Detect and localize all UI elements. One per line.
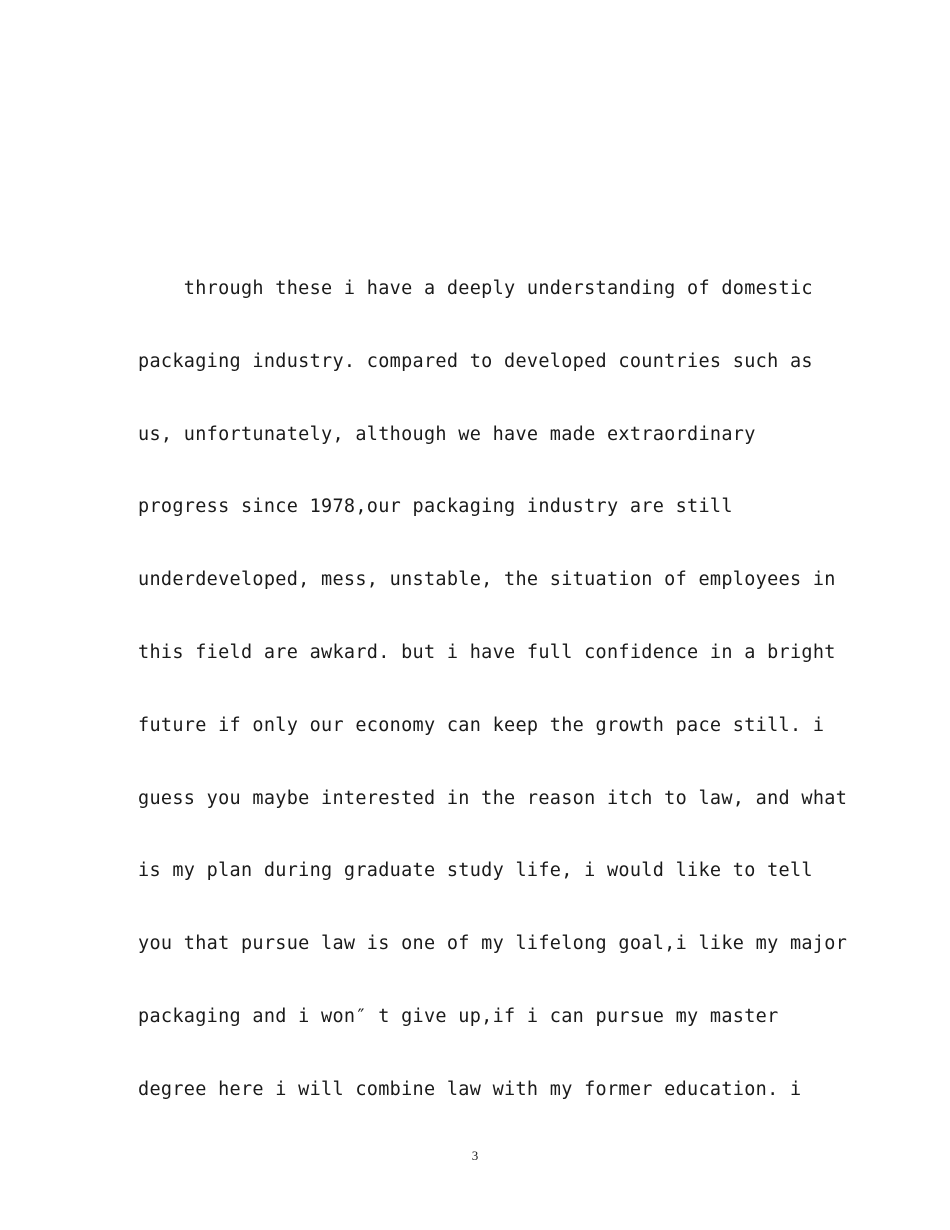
text-line: is my plan during graduate study life, i would like to tell <box>138 860 813 882</box>
text-line: us, unfortunately, although we have made extraordinary <box>138 423 756 445</box>
text-line: progress since 1978,our packaging industry are still <box>138 496 733 518</box>
text-line: future if only our economy can keep the growth pace still. i <box>138 714 825 736</box>
text-line: guess you maybe interested in the reason itch to law, and what <box>138 787 848 809</box>
text-line: you that pursue law is one of my lifelong goal,i like my major <box>138 933 848 955</box>
text-line: underdeveloped, mess, unstable, the situation of employees in <box>138 569 836 591</box>
text-line: through these i have a deeply understanding of domestic <box>138 278 813 299</box>
page-number: 3 <box>471 1148 479 1163</box>
text-line: packaging industry. compared to developed countries such as <box>138 350 813 372</box>
text-line: degree here i will combine law with my former education. i <box>138 1078 802 1100</box>
body-paragraph <box>138 275 848 1149</box>
text-line: packaging and i won″ t give up,if i can pursue my master <box>138 1005 779 1027</box>
text-line: this field are awkard. but i have full confidence in a bright <box>138 641 836 663</box>
